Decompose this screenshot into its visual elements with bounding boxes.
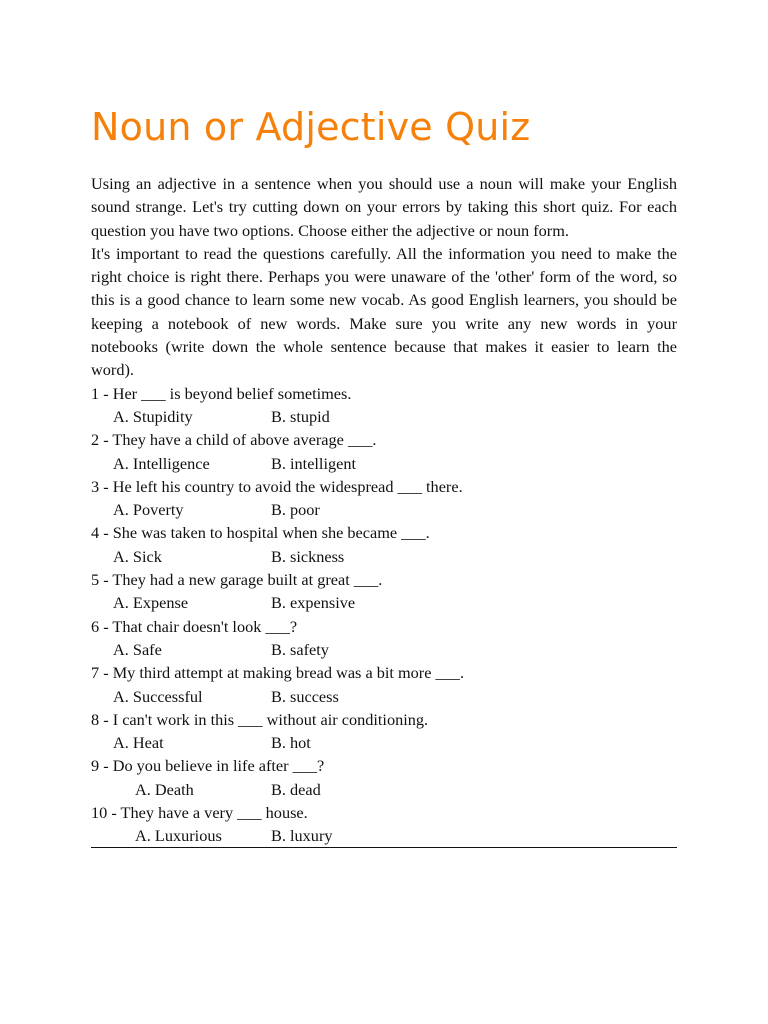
option-b: B. stupid xyxy=(271,406,330,426)
option-a: A. Death xyxy=(135,779,194,799)
question-4-options xyxy=(91,545,677,568)
question-7: 7 - My third attempt at making bread was a bit more ___. xyxy=(91,663,465,683)
option-a: A. Sick xyxy=(113,546,162,566)
option-b: B. luxury xyxy=(271,826,333,846)
option-a: A. Heat xyxy=(113,733,164,753)
option-a: A. Safe xyxy=(113,639,162,659)
question-9-options xyxy=(91,778,677,801)
page-title: Noun or Adjective Quiz xyxy=(91,105,531,149)
option-a: A. Successful xyxy=(113,686,203,706)
option-b: B. expensive xyxy=(271,593,356,613)
question-3-options xyxy=(91,498,677,521)
option-a: A. Stupidity xyxy=(113,406,193,426)
option-a: A. Expense xyxy=(113,593,189,613)
question-1: 1 - Her ___ is beyond belief sometimes. xyxy=(91,383,352,403)
quiz-document xyxy=(91,104,677,848)
question-8: 8 - I can't work in this ___ without air conditioning. xyxy=(91,709,429,729)
question-6: 6 - That chair doesn't look ___? xyxy=(91,616,298,636)
option-a: A. Intelligence xyxy=(113,453,210,473)
option-b: B. poor xyxy=(271,500,320,520)
option-b: B. success xyxy=(271,686,339,706)
underline-divider xyxy=(91,847,677,848)
option-a: A. Poverty xyxy=(113,500,184,520)
option-a: A. Luxurious xyxy=(135,826,222,846)
question-2: 2 - They have a child of above average ___. xyxy=(91,430,377,450)
question-6-options xyxy=(91,638,677,661)
intro-paragraph-1: Using an adjective in a sentence when you should use a noun will make your English sound strange. Let's try cutting down on your errors by taking this short quiz. For each question you have two options. Choose either the adjective or noun form. xyxy=(91,174,677,240)
option-b: B. dead xyxy=(271,779,321,799)
question-3: 3 - He left his country to avoid the widespread ___ there. xyxy=(91,476,463,496)
question-list xyxy=(91,382,677,848)
question-10: 10 - They have a very ___ house. xyxy=(91,803,308,823)
question-2-options xyxy=(91,452,677,475)
question-9: 9 - Do you believe in life after ___? xyxy=(91,756,325,776)
question-1-options xyxy=(91,405,677,428)
question-7-options xyxy=(91,685,677,708)
option-b: B. sickness xyxy=(271,546,345,566)
question-5: 5 - They had a new garage built at great ___. xyxy=(91,570,383,590)
option-b: B. hot xyxy=(271,733,311,753)
intro-paragraph-2: It's important to read the questions carefully. All the information you need to make the right choice is right there. Perhaps you were unaware of the 'other' form of the word, so this is a good chance to learn some new vocab. As good English learners, you should be keeping a notebook of new words. Make sure you write any new words in your notebooks (write down the whole sentence because that makes it easier to learn the word). xyxy=(91,243,677,380)
option-b: B. intelligent xyxy=(271,453,357,473)
question-10-options xyxy=(91,824,677,847)
option-b: B. safety xyxy=(271,639,329,659)
question-5-options xyxy=(91,591,677,614)
question-4: 4 - She was taken to hospital when she became ___. xyxy=(91,523,430,543)
question-8-options xyxy=(91,731,677,754)
